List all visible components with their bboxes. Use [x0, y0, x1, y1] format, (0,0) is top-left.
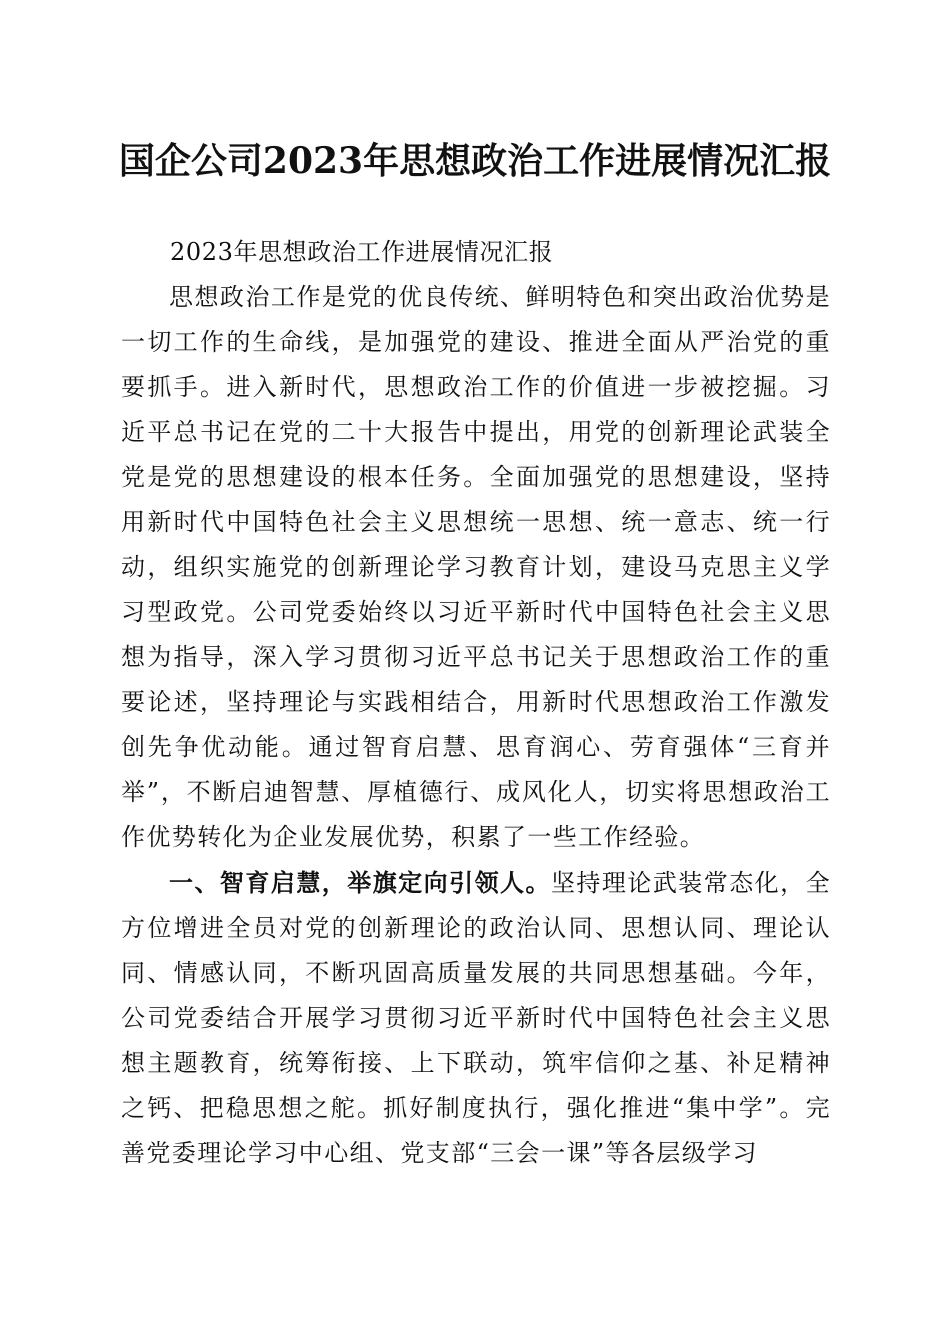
document-title: 国企公司2023年思想政治工作进展情况汇报	[118, 140, 832, 182]
paragraph-section-1	[121, 860, 831, 1176]
section-1-heading: 一、智育启慧，举旗定向引领人。	[169, 868, 551, 897]
section-1-text: 坚持理论武装常态化，全方位增进全员对党的创新理论的政治认同、思想认同、理论认同、情感认同，不断巩固高质量发展的共同思想基础。今年，公司党委结合开展学习贯彻习近平新时代中国特色社会主义思想主题教育，统筹衔接、上下联动，筑牢信仰之基、补足精神之钙、把稳思想之舵。抓好制度执行，强化推进“集中学”。完善党委理论学习中心组、党支部“三会一课”等各层级学习	[121, 869, 832, 1167]
paragraph-intro: 思想政治工作是党的优良传统、鲜明特色和突出政治优势是一切工作的生命线，是加强党的建设、推进全面从严治党的重要抓手。进入新时代，思想政治工作的价值进一步被挖掘。习近平总书记在党的二十大报告中提出，用党的创新理论武装全党是党的思想建设的根本任务。全面加强党的思想建设，坚持用新时代中国特色社会主义思想统一思想、统一意志、统一行动，组织实施党的创新理论学习教育计划，建设马克思主义学习型政党。公司党委始终以习近平新时代中国特色社会主义思想为指导，深入学习贯彻习近平总书记关于思想政治工作的重要论述，坚持理论与实践相结合，用新时代思想政治工作激发创先争优动能。通过智育启慧、思育润心、劳育强体“三育并举”，不断启迪智慧、厚植德行、成风化人，切实将思想政治工作优势转化为企业发展优势，积累了一些工作经验。	[121, 283, 831, 851]
document-subtitle: 2023年思想政治工作进展情况汇报	[170, 238, 554, 266]
